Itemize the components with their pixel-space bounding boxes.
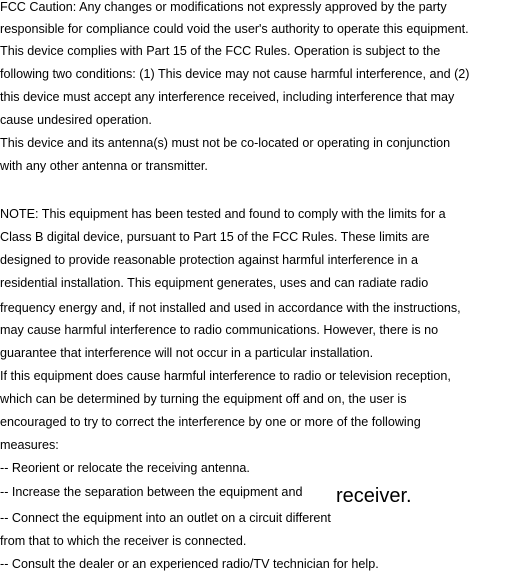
- text-line: FCC Caution: Any changes or modifications not expressly approved by the party: [0, 0, 447, 14]
- text-line: responsible for compliance could void the user's authority to operate this equipment.: [0, 22, 469, 36]
- text-line: following two conditions: (1) This device may not cause harmful interference, and (2): [0, 67, 470, 81]
- receiver-word: receiver.: [336, 485, 412, 507]
- text-line: from that to which the receiver is connected.: [0, 534, 247, 548]
- text-line: this device must accept any interference received, including interference that may: [0, 90, 455, 104]
- text-line: designed to provide reasonable protection against harmful interference in a: [0, 253, 418, 267]
- text-line: cause undesired operation.: [0, 113, 152, 127]
- text-line: This device complies with Part 15 of the FCC Rules. Operation is subject to the: [0, 44, 441, 58]
- text-line: frequency energy and, if not installed and used in accordance with the instructions,: [0, 301, 461, 315]
- text-line: guarantee that interference will not occur in a particular installation.: [0, 346, 374, 360]
- text-line: may cause harmful interference to radio communications. However, there is no: [0, 323, 439, 337]
- text-line: residential installation. This equipment generates, uses and can radiate radio: [0, 276, 429, 290]
- text-line: with any other antenna or transmitter.: [0, 159, 208, 173]
- text-line: -- Reorient or relocate the receiving antenna.: [0, 461, 250, 475]
- text-line: This device and its antenna(s) must not be co-located or operating in conjunction: [0, 136, 451, 150]
- text-line: -- Consult the dealer or an experienced radio/TV technician for help.: [0, 557, 379, 571]
- text-line: which can be determined by turning the equipment off and on, the user is: [0, 392, 407, 406]
- text-line: measures:: [0, 438, 59, 452]
- text-line: Class B digital device, pursuant to Part 15 of the FCC Rules. These limits are: [0, 230, 430, 244]
- text-line: NOTE: This equipment has been tested and found to comply with the limits for a: [0, 207, 446, 221]
- text-line: -- Increase the separation between the equipment and: [0, 485, 303, 499]
- text-line: If this equipment does cause harmful interference to radio or television reception,: [0, 369, 451, 383]
- text-line: -- Connect the equipment into an outlet on a circuit different: [0, 511, 331, 525]
- text-line: encouraged to try to correct the interference by one or more of the following: [0, 415, 421, 429]
